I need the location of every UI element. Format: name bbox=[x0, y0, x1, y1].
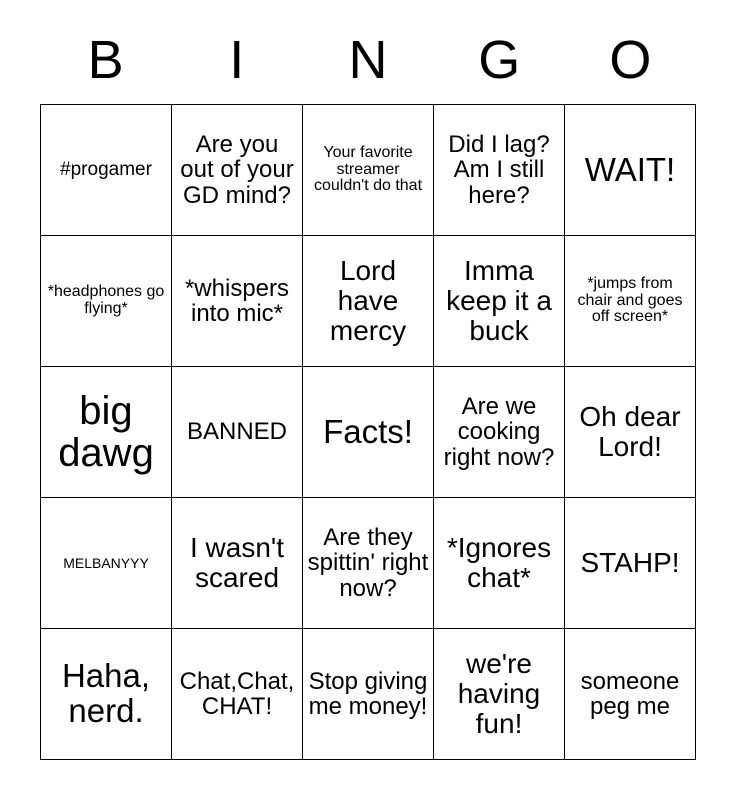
bingo-cell[interactable]: Stop giving me money! bbox=[303, 629, 434, 760]
bingo-cell[interactable]: we're having fun! bbox=[434, 629, 565, 760]
bingo-cell[interactable]: *jumps from chair and goes off screen* bbox=[565, 236, 696, 367]
bingo-cell[interactable]: Facts! bbox=[303, 367, 434, 498]
bingo-cell[interactable]: #progamer bbox=[41, 105, 172, 236]
bingo-cell[interactable]: Are you out of your GD mind? bbox=[172, 105, 303, 236]
bingo-row bbox=[41, 629, 696, 760]
bingo-cell[interactable]: WAIT! bbox=[565, 105, 696, 236]
header-letter-g: G bbox=[478, 30, 521, 90]
bingo-row bbox=[41, 498, 696, 629]
bingo-grid bbox=[40, 104, 696, 760]
bingo-cell[interactable]: STAHP! bbox=[565, 498, 696, 629]
bingo-cell[interactable]: Are we cooking right now? bbox=[434, 367, 565, 498]
bingo-cell[interactable]: I wasn't scared bbox=[172, 498, 303, 629]
bingo-cell[interactable]: BANNED bbox=[172, 367, 303, 498]
bingo-row bbox=[41, 105, 696, 236]
header-letter-n: N bbox=[348, 30, 388, 90]
header-letter-o: O bbox=[609, 30, 652, 90]
header-letter-i: I bbox=[229, 30, 245, 90]
bingo-row bbox=[41, 236, 696, 367]
bingo-cell[interactable]: Haha, nerd. bbox=[41, 629, 172, 760]
bingo-row bbox=[41, 367, 696, 498]
bingo-cell[interactable]: someone peg me bbox=[565, 629, 696, 760]
bingo-cell[interactable]: Lord have mercy bbox=[303, 236, 434, 367]
bingo-cell[interactable]: *Ignores chat* bbox=[434, 498, 565, 629]
header-letter-b: B bbox=[87, 30, 124, 90]
bingo-cell[interactable]: Are they spittin' right now? bbox=[303, 498, 434, 629]
bingo-cell[interactable]: MELBANYYY bbox=[41, 498, 172, 629]
bingo-cell[interactable]: Your favorite streamer couldn't do that bbox=[303, 105, 434, 236]
bingo-header bbox=[40, 0, 696, 90]
bingo-cell[interactable]: Oh dear Lord! bbox=[565, 367, 696, 498]
bingo-cell[interactable]: Imma keep it a buck bbox=[434, 236, 565, 367]
bingo-cell[interactable]: *headphones go flying* bbox=[41, 236, 172, 367]
bingo-cell[interactable]: big dawg bbox=[41, 367, 172, 498]
bingo-cell[interactable]: Chat,Chat, CHAT! bbox=[172, 629, 303, 760]
bingo-cell[interactable]: *whispers into mic* bbox=[172, 236, 303, 367]
bingo-cell[interactable]: Did I lag? Am I still here? bbox=[434, 105, 565, 236]
